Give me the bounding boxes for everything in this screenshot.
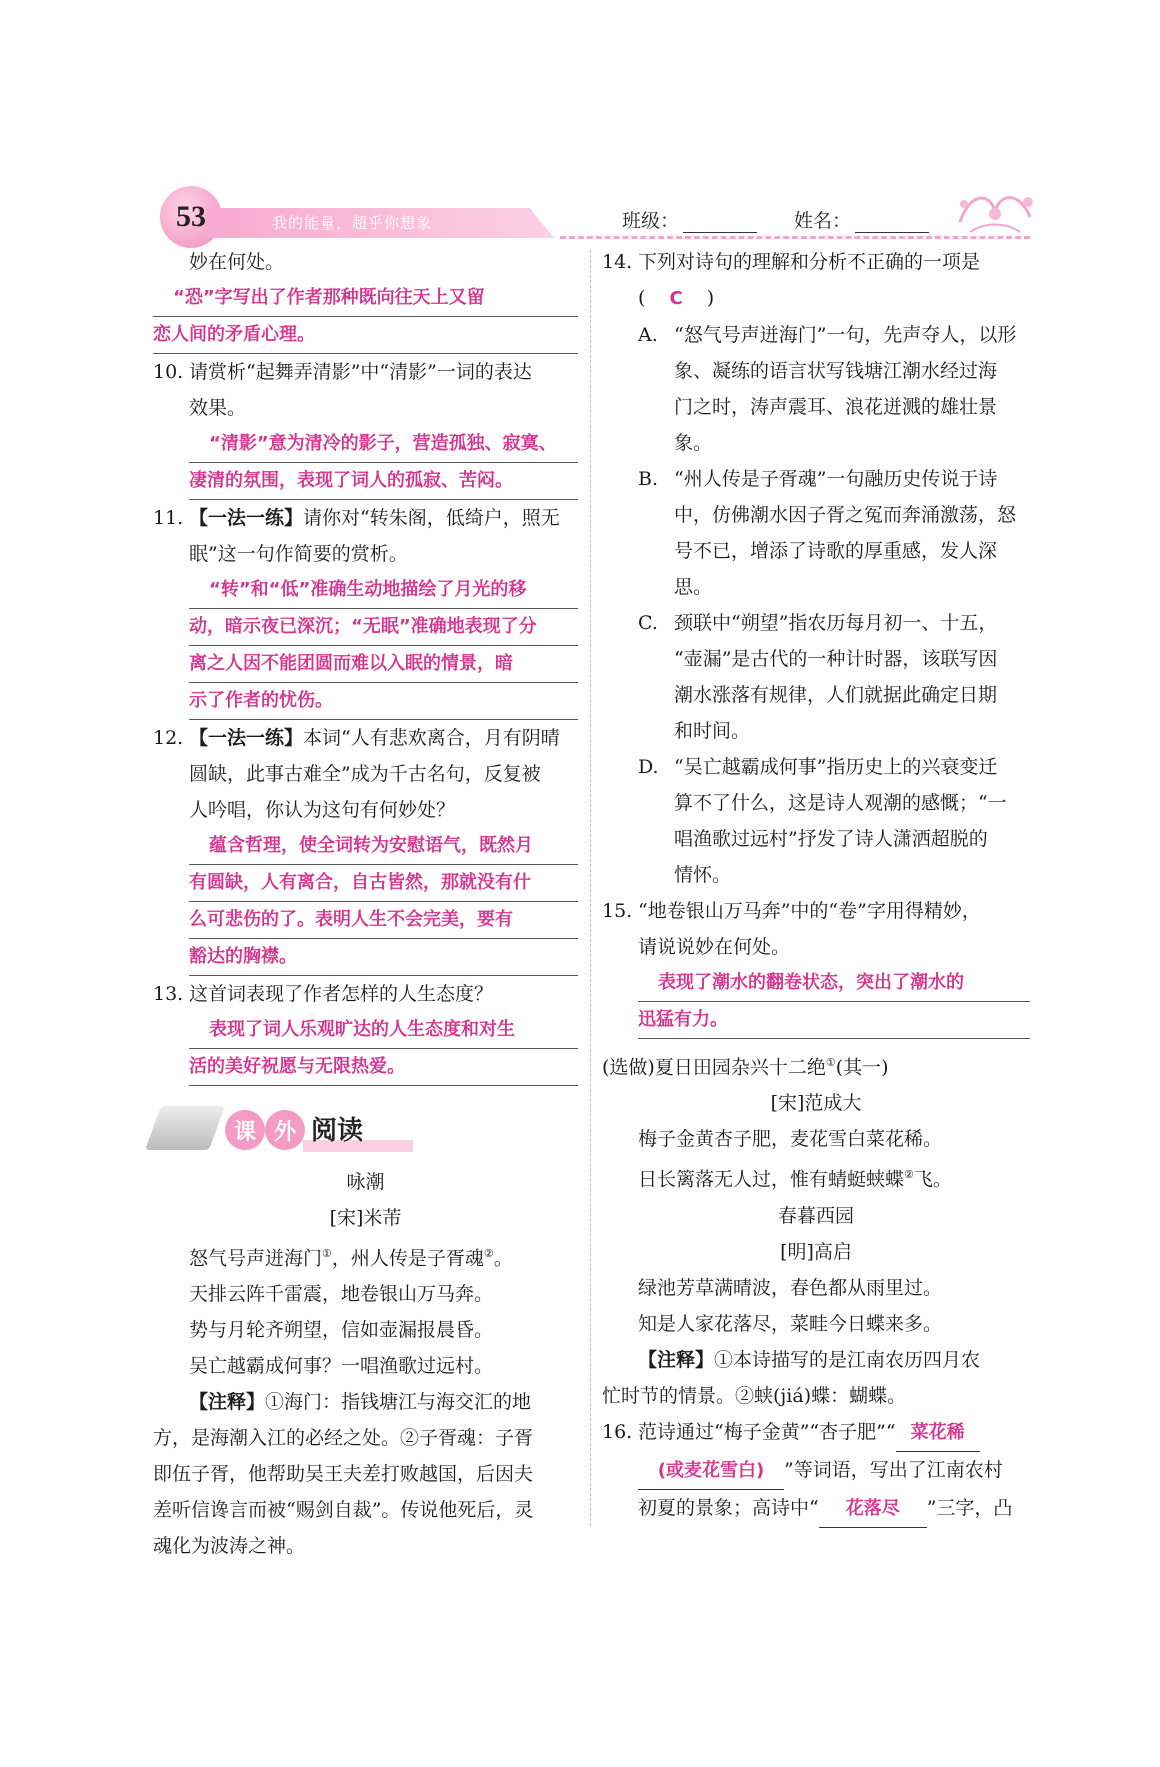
option-c-line-3: 潮水涨落有规律，人们就据此确定日期 [674,684,998,706]
poem-2-body [602,1121,1030,1197]
poem-2-3-notes [602,1342,1030,1414]
poem-3-line-2: 知是人家花落尽，菜畦今日蝶来多。 [638,1312,943,1335]
q11-text-1: 请你对“转朱阁，低绮户，照无 [303,507,560,529]
question-15 [602,893,1030,1039]
question-10 [153,354,578,500]
option-d-line-4: 情怀。 [674,864,732,886]
extracurricular-reading-heading [153,1096,578,1162]
poem-line-1: 怒气号声迸海门①，州人传是子胥魂②。 [189,1247,513,1270]
question-11 [153,500,578,720]
q12-text-1: 本词“人有悲欢离合，月有阴晴 [303,727,560,749]
q9-tail: 妙在何处。 [189,251,285,273]
q16-text-4: ”三字，凸 [926,1496,1013,1519]
option-c-line-2: “壶漏”是古代的一种计时器，该联写因 [674,648,998,670]
reading-badge-2: 外 [265,1110,305,1150]
reading-label: 阅读 [311,1116,364,1146]
q16-blank-2: 花落尽 [819,1491,927,1528]
q12-text-3: 人吟唱，你认为这句有何妙处？ [189,799,456,821]
q12-answer [189,828,578,976]
option-a-line-4: 象。 [674,432,713,454]
q11-answer [189,572,578,720]
poem-2-title-text: 夏日田园杂兴十二绝 [654,1056,826,1079]
q15-answer-line-2: 迅猛有力。 [638,1002,1030,1039]
poem-3-line-1: 绿池芳草满晴波，春色都从雨里过。 [638,1276,943,1299]
note-line-5: 魂化为波涛之神。 [153,1535,306,1558]
q13-answer-line-2: 活的美好祝愿与无限热爱。 [189,1049,578,1086]
q11-answer-line-3: 离之人因不能团圆而难以入眠的情景，暗 [189,646,578,683]
q10-text-1: 请赏析“起舞弄清影”中“清影”一词的表达 [189,361,532,383]
option-b [638,461,1030,605]
q12-text-2: 圆缺，此事古难全”成为千古名句，反复被 [189,763,541,785]
note-line-1: ①海门：指钱塘江与海交汇的地 [265,1391,532,1414]
q15-number: 15. [602,900,633,922]
poem-line-4: 吴亡越霸成何事？一唱渔歌过远村。 [189,1355,494,1378]
q16-text-3: 初夏的景象；高诗中“ [638,1496,819,1519]
q15-text-2: 请说说妙在何处。 [638,936,791,958]
q11-answer-line-2: 动，暗示夜已深沉；“无眠”准确地表现了分 [189,609,578,646]
option-d-line-2: 算不了什么，这是诗人观潮的感慨；“一 [674,792,1007,814]
q13-number: 13. [153,983,184,1005]
q11-number: 11. [153,507,184,529]
option-a-line-1: “怒气号声迸海门”一句，先声夺人，以形 [674,324,1017,346]
option-d-line-3: 唱渔歌过远村”抒发了诗人潇洒超脱的 [674,828,988,850]
q13-answer-line-1: 表现了词人乐观旷达的人生态度和对生 [189,1012,578,1049]
poem-notes [153,1384,578,1564]
q10-answer-line-2: 凄清的氛围，表现了词人的孤寂、苦闷。 [189,463,578,500]
note-line-4: 差听信谗言而被“赐剑自裁”。传说他死后，灵 [153,1499,534,1522]
poem-line-3: 势与月轮齐朔望，信如壶漏报晨昏。 [189,1319,494,1342]
poem-3-author: [明]高启 [780,1240,852,1263]
class-label: 班级： [622,210,680,232]
q11-answer-line-4: 示了作者的忧伤。 [189,683,578,720]
right-column [602,244,1030,1528]
q14-answer-bracket: ( C ) [638,287,717,309]
q16-text-1: 范诗通过“梅子金黄”“杏子肥”“ [638,1420,896,1443]
option-b-line-4: 思。 [674,576,713,598]
option-b-label: B. [638,468,659,490]
reading-badge-1: 课 [225,1110,265,1150]
note-2-line-1: ①本诗描写的是江南农历四月农 [714,1348,981,1371]
option-c [638,605,1030,749]
poem-3-body [602,1270,1030,1342]
q15-answer-line-1: 表现了潮水的翻卷状态，突出了潮水的 [638,965,1030,1002]
left-column [153,244,578,1564]
option-c-label: C. [638,612,658,634]
option-b-line-3: 号不已，增添了诗歌的厚重感，发人深 [674,540,998,562]
note-line-3: 即伍子胥，他帮助吴王夫差打败越国，后因夫 [153,1463,534,1486]
q11-text-2: 眠”这一句作简要的赏析。 [189,543,408,565]
q14-number: 14. [602,251,633,273]
q11-tag: 【一法一练】 [189,507,304,529]
option-d-line-1: “吴亡越霸成何事”指历史上的兴衰变迁 [674,756,998,778]
books-icon [145,1106,225,1150]
option-a-label: A. [638,324,658,346]
poem-2-line-1: 梅子金黄杏子肥，麦花雪白菜花稀。 [638,1128,943,1151]
q16-blank-1b: (或麦花雪白) [638,1453,784,1490]
page-number: 53 [160,186,222,248]
q10-answer [189,426,578,500]
note-tag: 【注释】 [189,1391,266,1414]
flower-ornament-icon [950,182,1040,242]
q11-answer-line-1: “转”和“低”准确生动地描绘了月光的移 [189,572,578,609]
q16-number: 16. [602,1420,633,1443]
option-b-line-1: “州人传是子胥魂”一句融历史传说于诗 [674,468,998,490]
q9-answer-line-1: “恐”字写出了作者那种既向往天上又留 [153,280,578,317]
note-line-2: 方，是海潮入江的必经之处。②子胥魂：子胥 [153,1427,534,1450]
option-a-line-3: 门之时，涛声震耳、浪花迸溅的雄壮景 [674,396,998,418]
name-field [794,206,929,233]
option-c-line-1: 颈联中“朔望”指农历每月初一、十五， [674,612,998,634]
poem-body [153,1236,578,1384]
q16-text-2: ”等词语，写出了江南农村 [784,1458,1003,1481]
q12-answer-line-4: 豁达的胸襟。 [189,939,578,976]
q13-answer [189,1012,578,1086]
q10-number: 10. [153,361,184,383]
poem-2-prefix: (选做) [602,1056,655,1079]
poem-3-title: 春暮西园 [777,1204,854,1227]
option-a [638,317,1030,461]
question-13 [153,976,578,1086]
question-12 [153,720,578,976]
q14-text: 下列对诗句的理解和分析不正确的一项是 [638,251,981,273]
name-blank [855,210,929,233]
poem-2-author: [宋]范成大 [770,1092,862,1115]
q13-text: 这首词表现了作者怎样的人生态度？ [189,983,494,1005]
q10-answer-line-1: “清影”意为清冷的影子，营造孤独、寂寞、 [189,426,578,463]
option-d [638,749,1030,893]
poem-title: 咏潮 [346,1171,385,1193]
name-label: 姓名： [794,210,852,232]
q12-answer-line-2: 有圆缺，人有离合，自古皆然，那就没有什 [189,865,578,902]
q12-number: 12. [153,727,184,749]
q10-text-2: 效果。 [189,397,247,419]
q15-text-1: “地卷银山万马奔”中的“卷”字用得精妙， [638,900,981,922]
option-b-line-2: 中，仿佛潮水因子胥之冤而奔涌激荡，怒 [674,504,1017,526]
option-a-line-2: 象、凝练的语言状写钱塘江潮水经过海 [674,360,998,382]
page-header [150,180,1040,250]
q12-answer-line-3: 么可悲伤的了。表明人生不会完美，要有 [189,902,578,939]
option-c-line-4: 和时间。 [674,720,751,742]
note-2-line-2: 忙时节的情景。②蛱(jiá)蝶：蝴蝶。 [602,1384,907,1407]
poem-2-suffix: (其一) [835,1056,889,1079]
poem-2-title: (选做)夏日田园杂兴十二绝①(其一) [602,1056,889,1079]
q9-answer-line-2: 恋人间的矛盾心理。 [153,317,578,354]
option-d-label: D. [638,756,659,778]
class-blank [683,210,757,233]
question-14 [602,244,1030,317]
q14-answer: C [669,288,685,309]
header-slogan: 我的能量，超乎你想象 [272,214,433,232]
poem-author: [宋]米芾 [329,1207,402,1229]
q9-answer [153,280,578,354]
column-divider [590,250,591,1526]
question-16 [602,1414,1030,1528]
q12-answer-line-1: 蕴含哲理，使全词转为安慰语气，既然月 [189,828,578,865]
class-field [622,206,757,233]
poem-line-2: 天排云阵千雷震，地卷银山万马奔。 [189,1283,494,1306]
poem-2-line-2: 日长篱落无人过，惟有蜻蜓蛱蝶②飞。 [638,1168,952,1191]
q16-blank-1a: 菜花稀 [896,1415,980,1452]
note-tag-2: 【注释】 [638,1348,715,1371]
q15-answer [638,965,1030,1039]
q12-tag: 【一法一练】 [189,727,304,749]
